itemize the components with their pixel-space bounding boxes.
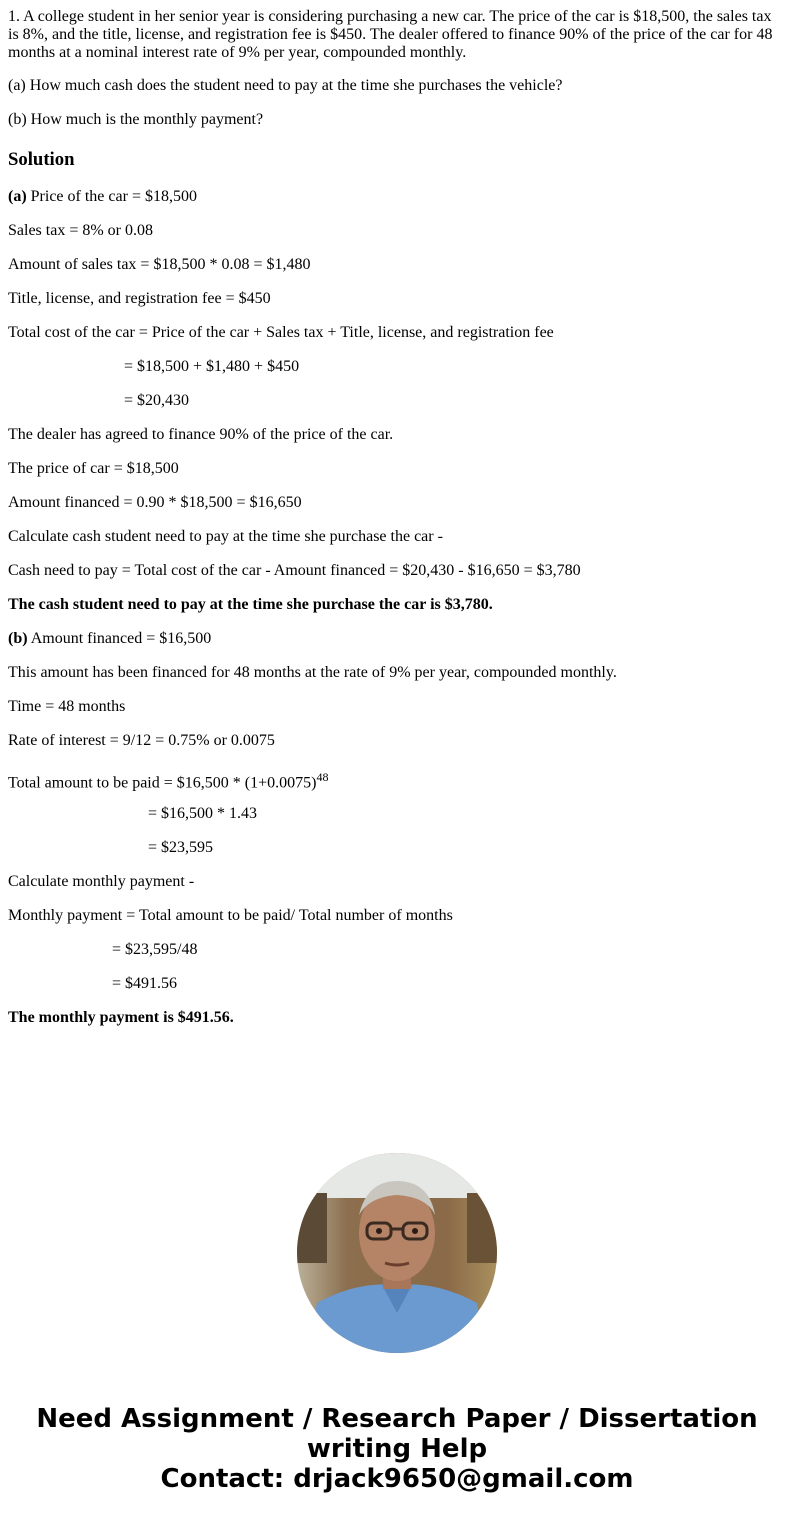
footer-contact: Contact: drjack9650@gmail.com — [160, 1464, 634, 1494]
solution-line: The dealer has agreed to finance 90% of the price of the car. — [8, 426, 394, 443]
footer-line-2: writing Help — [306, 1434, 488, 1464]
solution-line: = $20,430 — [124, 392, 190, 409]
solution-line: Cash need to pay = Total cost of the car - Amount financed = $20,430 - $16,650 = $3,780 — [8, 562, 581, 579]
answer-a: The cash student need to pay at the time she purchase the car is $3,780. — [8, 596, 493, 613]
solution-line: Monthly payment = Total amount to be paid/ Total number of months — [8, 907, 453, 924]
solution-line: = $16,500 * 1.43 — [148, 805, 258, 822]
solution-line: Total cost of the car = Price of the car + Sales tax + Title, license, and registration fee — [8, 324, 554, 341]
solution-heading: Solution — [8, 149, 75, 170]
question-part-b: (b) How much is the monthly payment? — [8, 111, 264, 128]
avatar — [297, 1153, 497, 1353]
exponent: 48 — [316, 770, 329, 784]
solution-line: = $491.56 — [112, 975, 178, 992]
solution-line: Sales tax = 8% or 0.08 — [8, 222, 153, 239]
solution-text: Amount financed = $16,500 — [30, 630, 212, 647]
solution-line: Rate of interest = 9/12 = 0.75% or 0.0075 — [8, 732, 275, 749]
solution-line: Calculate monthly payment - — [8, 873, 195, 890]
solution-line: = $23,595/48 — [112, 941, 198, 958]
solution-line: The price of car = $18,500 — [8, 460, 179, 477]
solution-text: Total amount to be paid = $16,500 * (1+0.0075) — [8, 774, 317, 792]
question-block — [8, 8, 778, 62]
part-b-label: (b) — [8, 630, 28, 647]
portrait-photo — [297, 1153, 497, 1353]
solution-line: Amount financed = 0.90 * $18,500 = $16,650 — [8, 494, 302, 511]
part-a-label: (a) — [8, 188, 27, 205]
solution-line: This amount has been financed for 48 months at the rate of 9% per year, compounded monthly. — [8, 664, 617, 681]
footer-line-1: Need Assignment / Research Paper / Dissertation — [36, 1404, 758, 1434]
question-part-a: (a) How much cash does the student need to pay at the time she purchases the vehicle? — [8, 77, 563, 94]
answer-b: The monthly payment is $491.56. — [8, 1009, 234, 1026]
solution-line: = $18,500 + $1,480 + $450 — [124, 358, 300, 375]
solution-line: = $23,595 — [148, 839, 214, 856]
solution-text: Price of the car = $18,500 — [30, 188, 197, 205]
solution-line — [8, 768, 328, 792]
solution-line: Amount of sales tax = $18,500 * 0.08 = $1,480 — [8, 256, 311, 273]
solution-line — [8, 630, 211, 648]
solution-line: Calculate cash student need to pay at the time she purchase the car - — [8, 528, 443, 545]
solution-line: Time = 48 months — [8, 698, 126, 715]
solution-line — [8, 188, 197, 206]
solution-line: Title, license, and registration fee = $450 — [8, 290, 271, 307]
question-text: 1. A college student in her senior year is considering purchasing a new car. The price of the car is $18,500, the sales tax is 8%, and the title, license, and registration fee is $450. The dealer offered to finance 90% of the price of the car for 48 months at a nominal interest rate of 9% per year, compounded monthly. — [8, 8, 773, 61]
